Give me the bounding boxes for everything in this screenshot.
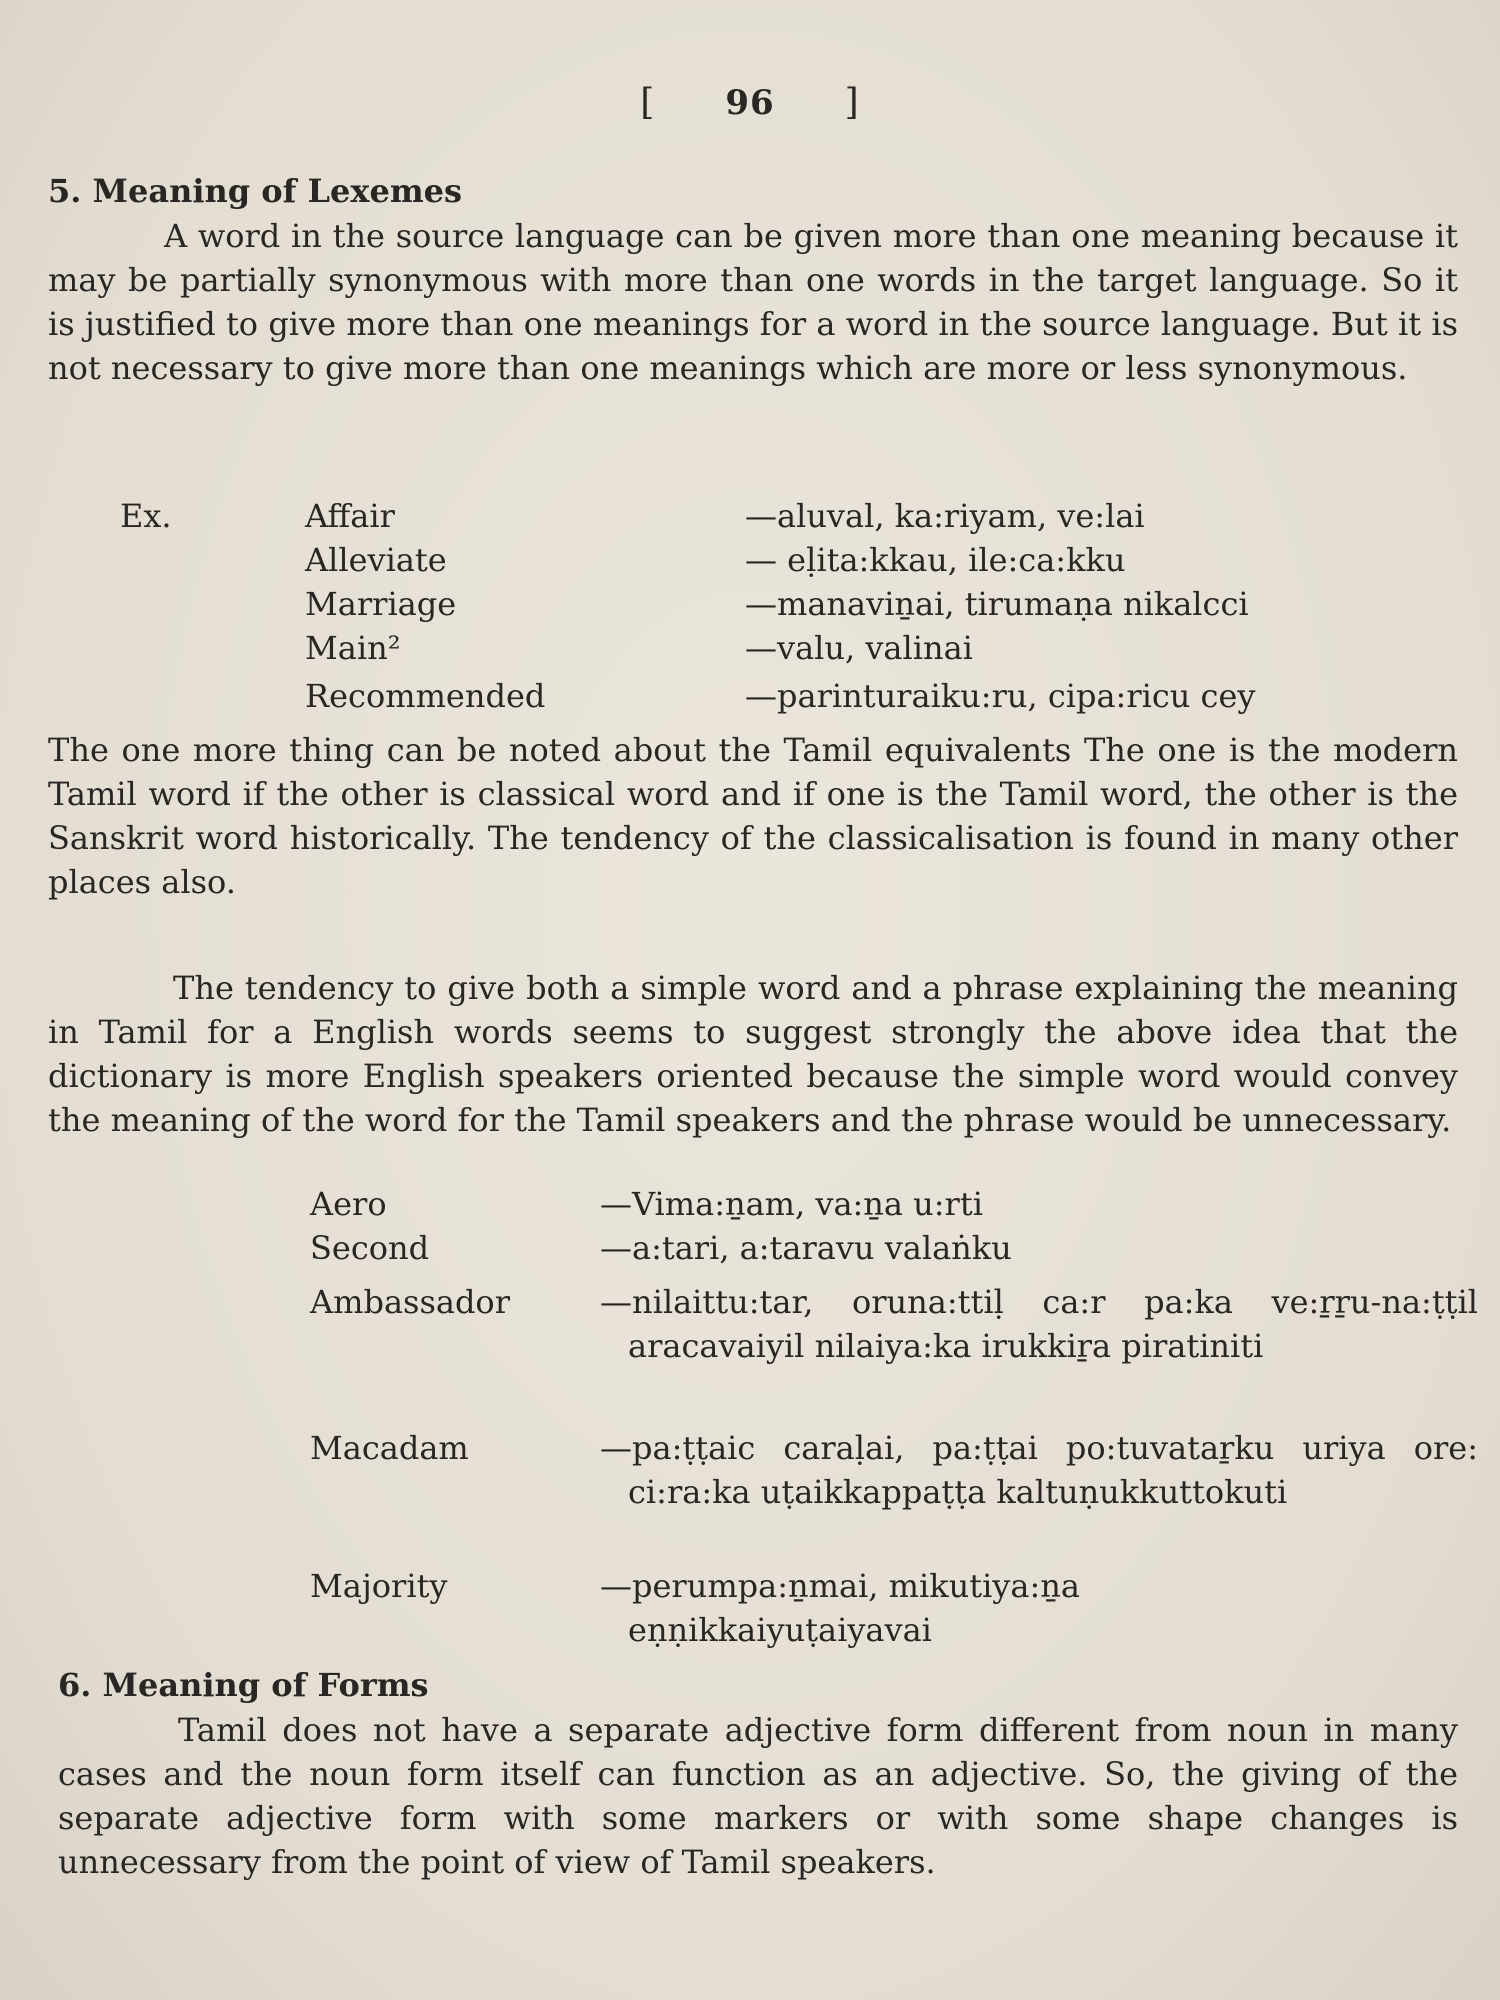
paragraph-tamil-equivalents: The one more thing can be noted about the Tamil equivalents The one is the modern Tamil word if the other is classical word and if one is the Tamil word, the other is the Sanskrit word historically. The tendency of the classicalisation is found in many other places also. <box>48 731 1458 901</box>
example-definition: — eḷita:kkau, ile:ca:kku <box>745 541 1126 579</box>
example-term: Majority <box>310 1567 448 1605</box>
example-definition: —parinturaiku:ru, cipa:ricu cey <box>745 677 1256 715</box>
page-number: [ 96 ] <box>640 82 860 123</box>
example-definition: —nilaittu:tar, oruna:ttiḷ ca:r pa:ka ve:ṟṟu-na:ṭṭil aracavaiyil nilaiya:ka irukkiṟa piratiniti <box>600 1283 1478 1365</box>
section-heading-forms: 6. Meaning of Forms <box>58 1666 429 1704</box>
example-term: Marriage <box>305 585 457 623</box>
example-definition: —manaviṉai, tirumaṇa nikalcci <box>745 585 1249 623</box>
example-label: Ex. <box>120 497 172 535</box>
example-definition: —pa:ṭṭaic caraḷai, pa:ṭṭai po:tuvataṟku uriya ore: ci:ra:ka uṭaikkappaṭṭa kaltuṇukkuttokuti <box>600 1429 1478 1511</box>
example-definition: —a:tari, a:taravu valaṅku <box>600 1229 1012 1267</box>
example-definition: —valu, valinai <box>745 629 973 667</box>
example-term: Macadam <box>310 1429 469 1467</box>
example-term: Recommended <box>305 677 546 715</box>
example-term: Second <box>310 1229 430 1267</box>
paragraph-lexemes-intro: A word in the source language can be given more than one meaning because it may be partially synonymous with more than one words in the target language. So it is justified to give more than one meanings for a word in the source language. But it is not necessary to give more than one meanings which are more or less synonymous. <box>48 217 1458 387</box>
example-list-2 <box>310 1182 1478 1649</box>
example-term: Alleviate <box>305 541 447 579</box>
example-term: Affair <box>305 497 395 535</box>
paragraph-tendency: The tendency to give both a simple word and a phrase explaining the meaning in Tamil for a English words seems to suggest strongly the above idea that the dictionary is more English speakers oriented because the simple word would convey the meaning of the word for the Tamil speakers and the phrase would be unnecessary. <box>48 969 1458 1139</box>
example-term: Main² <box>305 629 401 667</box>
example-definition: —aluval, ka:riyam, ve:lai <box>745 497 1145 535</box>
example-term: Aero <box>310 1185 387 1223</box>
section-heading-lexemes: 5. Meaning of Lexemes <box>48 172 463 210</box>
example-term: Ambassador <box>310 1283 510 1321</box>
paragraph-forms: Tamil does not have a separate adjective form different from noun in many cases and the noun form itself can function as an adjective. So, the giving of the separate adjective form with some markers or with some shape changes is unnecessary from the point of view of Tamil speakers. <box>58 1711 1458 1881</box>
example-definition: —Vima:ṉam, va:ṉa u:rti <box>600 1185 983 1223</box>
example-list-1 <box>120 494 1460 724</box>
example-definition: —perumpa:ṉmai, mikutiya:ṉa eṇṇikkaiyuṭaiyavai <box>600 1567 1080 1649</box>
